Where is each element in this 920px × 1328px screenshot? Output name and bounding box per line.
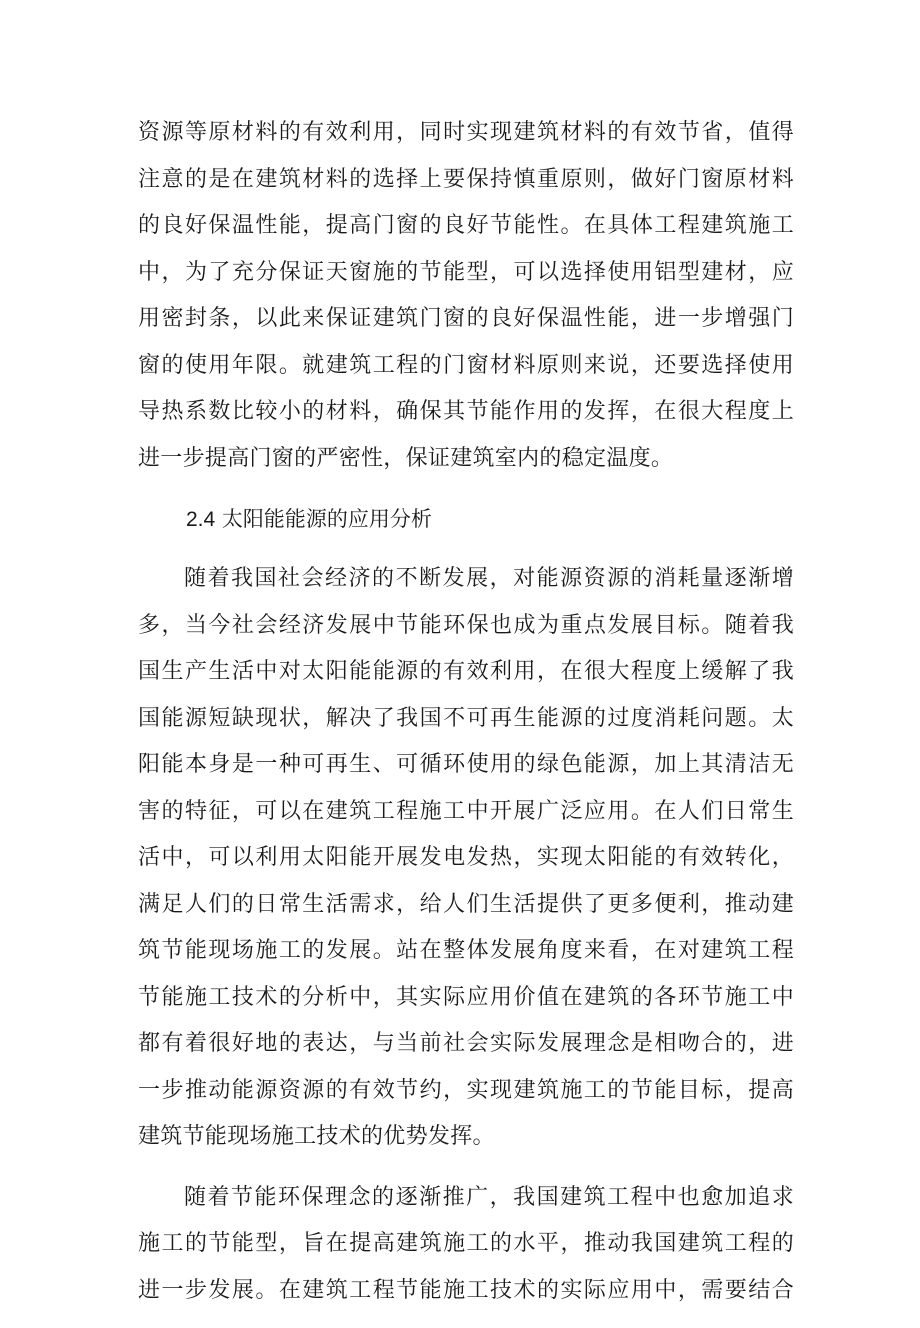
text-line: 多，当今社会经济发展中节能环保也成为重点发展目标。随着我 <box>138 612 794 638</box>
text-line: 导热系数比较小的材料，确保其节能作用的发挥，在很大程度上 <box>138 399 794 424</box>
text-line: 都有着很好地的表达，与当前社会实际发展理念是相吻合的，进 <box>138 1031 794 1056</box>
text-line: 一步推动能源资源的有效节约，实现建筑施工的节能目标，提高 <box>138 1077 794 1103</box>
paragraph-doors-windows <box>138 110 794 482</box>
text-line: 的良好保温性能，提高门窗的良好节能性。在具体工程建筑施工 <box>138 213 794 238</box>
text-line: 注意的是在建筑材料的选择上要保持慎重原则，做好门窗原材料 <box>138 166 794 192</box>
section-title: 太阳能能源的应用分析 <box>221 507 432 531</box>
text-line: 用密封条，以此来保证建筑门窗的良好保温性能，进一步增强门 <box>138 306 794 331</box>
text-line: 施工的节能型，旨在提高建筑施工的水平，推动我国建筑工程的 <box>138 1231 794 1256</box>
text-line: 活中，可以利用太阳能开展发电发热，实现太阳能的有效转化， <box>138 845 794 870</box>
text-line: 进一步提高门窗的严密性，保证建筑室内的稳定温度。 <box>138 445 674 471</box>
document-body <box>138 110 794 1328</box>
text-line: 建筑节能现场施工技术的优势发挥。 <box>138 1124 495 1149</box>
text-line: 筑节能现场施工的发展。站在整体发展角度来看，在对建筑工程 <box>138 938 794 963</box>
text-line: 害的特征，可以在建筑工程施工中开展广泛应用。在人们日常生 <box>138 798 794 824</box>
text-line: 中，为了充分保证天窗施的节能型，可以选择使用铝型建材，应 <box>138 259 794 285</box>
text-line: 随着我国社会经济的不断发展，对能源资源的消耗量逐渐增 <box>184 566 794 591</box>
paragraph-energy-saving <box>138 1175 794 1315</box>
section-number: 2.4 <box>186 508 216 531</box>
text-line: 阳能本身是一种可再生、可循环使用的绿色能源，加上其清洁无 <box>138 752 794 777</box>
paragraph-solar-energy <box>138 556 794 1161</box>
text-line: 满足人们的日常生活需求，给人们生活提供了更多便利，推动建 <box>138 891 794 917</box>
text-line: 国生产生活中对太阳能能源的有效利用，在很大程度上缓解了我 <box>138 659 794 684</box>
text-line: 进一步发展。在建筑工程节能施工技术的实际应用中，需要结合 <box>138 1277 794 1303</box>
section-heading <box>138 496 794 542</box>
text-line: 资源等原材料的有效利用，同时实现建筑材料的有效节省，值得 <box>138 120 794 145</box>
text-line: 窗的使用年限。就建筑工程的门窗材料原则来说，还要选择使用 <box>138 352 794 378</box>
text-line: 国能源短缺现状，解决了我国不可再生能源的过度消耗问题。太 <box>138 705 794 731</box>
text-line: 随着节能环保理念的逐渐推广，我国建筑工程中也愈加追求 <box>184 1184 794 1210</box>
text-line: 节能施工技术的分析中，其实际应用价值在建筑的各环节施工中 <box>138 984 794 1010</box>
